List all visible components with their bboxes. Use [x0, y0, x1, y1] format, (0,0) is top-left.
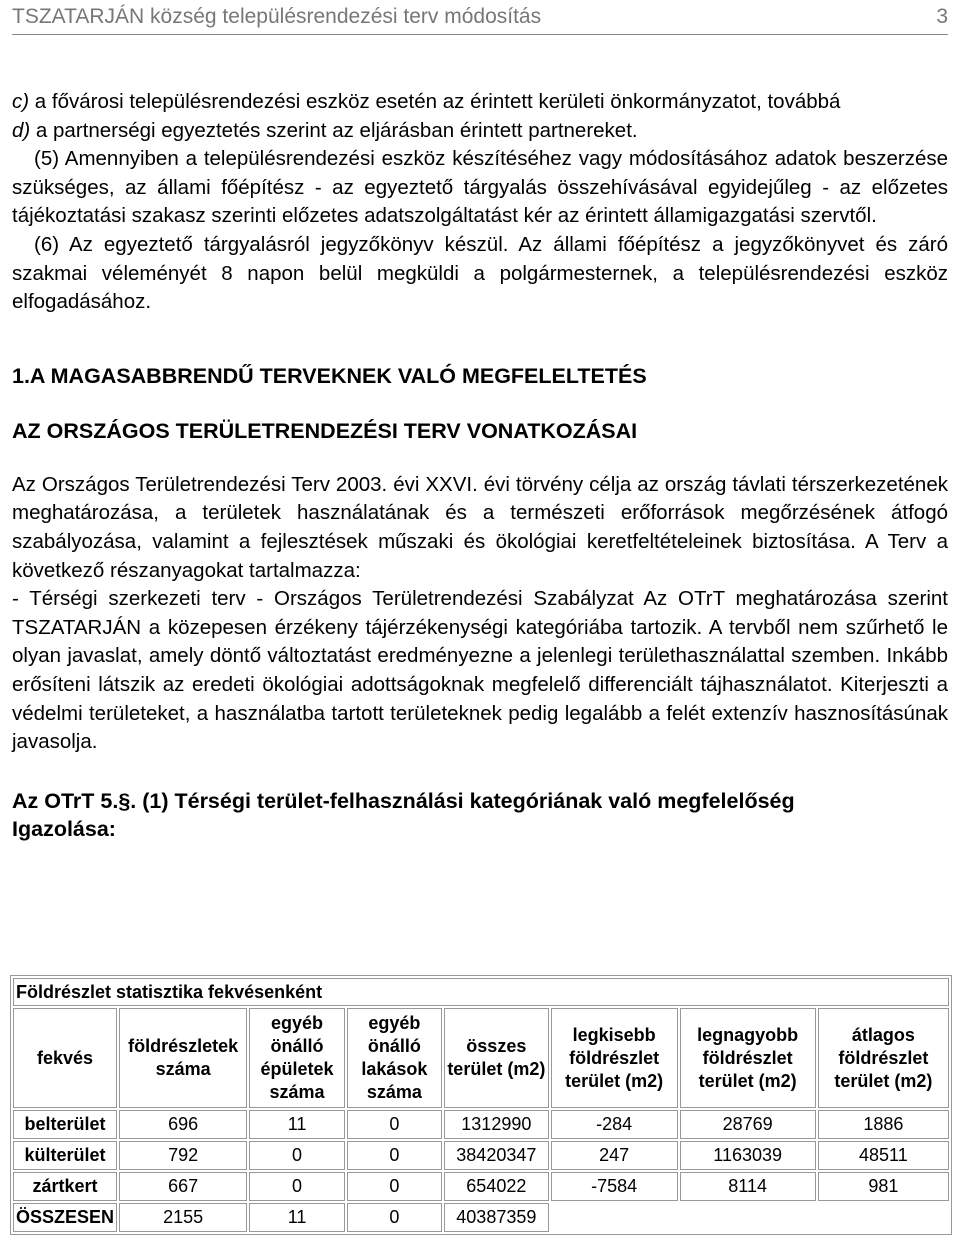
column-header: legnagyobb földrészlet terület (m2)	[680, 1008, 816, 1108]
item-label-c: c)	[12, 90, 30, 113]
parcel-statistics-table	[10, 975, 952, 1235]
table-cell: 667	[119, 1172, 247, 1201]
table-cell: zártkert	[13, 1172, 117, 1201]
table-cell: ÖSSZESEN	[13, 1203, 117, 1232]
igazolasa-heading: Igazolása:	[12, 816, 116, 841]
table-cell	[818, 1203, 949, 1232]
table-cell: 1312990	[444, 1110, 549, 1139]
table-cell: 0	[347, 1110, 442, 1139]
table-cell: 11	[249, 1110, 345, 1139]
table-cell: 696	[119, 1110, 247, 1139]
table-row	[13, 1141, 949, 1170]
section-heading-2: AZ ORSZÁGOS TERÜLETRENDEZÉSI TERV VONATKOZÁSAI	[12, 418, 638, 443]
table-cell	[551, 1203, 678, 1232]
item-text-d: a partnerségi egyeztetés szerint az eljárásban érintett partnereket.	[30, 118, 638, 142]
table-cell: 0	[347, 1172, 442, 1201]
paragraph-c	[12, 88, 948, 117]
table-caption: Földrészlet statisztika fekvésenként	[13, 978, 949, 1006]
column-header: fekvés	[13, 1008, 117, 1108]
page-number: 3	[936, 5, 948, 28]
page-header	[12, 0, 948, 35]
table-cell: 654022	[444, 1172, 549, 1201]
table-cell	[680, 1203, 816, 1232]
table-cell: 0	[347, 1203, 442, 1232]
item-text-c: a fővárosi településrendezési eszköz esetén az érintett kerületi önkormányzatot, továbbá	[29, 90, 841, 113]
column-header: legkisebb földrészlet terület (m2)	[551, 1008, 678, 1108]
table-cell: belterület	[13, 1110, 117, 1139]
table-cell: 0	[249, 1141, 345, 1170]
table-row	[13, 1172, 949, 1201]
column-header: átlagos földrészlet terület (m2)	[818, 1008, 949, 1108]
section-heading-1: 1.A MAGASABBRENDŰ TERVEKNEK VALÓ MEGFELELTETÉS	[12, 363, 647, 388]
table-row	[13, 1110, 949, 1139]
column-header: földrészletek száma	[119, 1008, 247, 1108]
paragraph-d	[12, 117, 948, 146]
table-cell: 28769	[680, 1110, 816, 1139]
table-cell: 1886	[818, 1110, 949, 1139]
otrt-5-heading: Az OTrT 5.§. (1) Térségi terület-felhasználási kategóriának való megfelelőség	[12, 788, 795, 813]
table-cell: 2155	[119, 1203, 247, 1232]
table-cell: 247	[551, 1141, 678, 1170]
table-cell: külterület	[13, 1141, 117, 1170]
column-header: összes terület (m2)	[444, 1008, 549, 1108]
document-body	[12, 88, 948, 843]
table-cell: 40387359	[444, 1203, 549, 1232]
table-cell: 981	[818, 1172, 949, 1201]
column-header: egyéb önálló lakások száma	[347, 1008, 442, 1108]
table-header-row	[13, 1008, 949, 1108]
table-cell: -284	[551, 1110, 678, 1139]
table-cell: 0	[347, 1141, 442, 1170]
otrt-intro-paragraph: Az Országos Területrendezési Terv 2003. évi XXVI. évi törvény célja az ország távlati térszerkezetének meghatározása, a területek használatának és a természeti erőforrások megőrzésének átfogó szabályozása, valamint a fejlesztések műszaki és ökológiai keretfeltételeinek biztosítása. A Terv a következő részanyagokat tartalmazza:	[12, 472, 948, 582]
table-cell: -7584	[551, 1172, 678, 1201]
table-cell: 792	[119, 1141, 247, 1170]
item-label-d: d)	[12, 118, 31, 142]
otrt-structure-paragraph: - Térségi szerkezeti terv - Országos Területrendezési Szabályzat Az OTrT meghatározása szerint TSZATARJÁN a közepesen érzékeny tájérzékenységi kategóriába tartozik. A tervből nem szűrhető le olyan javaslat, amely döntő változtatást eredményezne a jelenlegi területhasználattal szemben. Inkább erősíteni látszik az eredeti ökológiai adottságoknak megfelelő differenciált tájhasználatot. Kiterjeszti a védelmi területeket, a használatba tartott területeknek pedig legalább a felét extenzív hasznosításúnak javasolja.	[12, 587, 948, 754]
document-title: TSZATARJÁN község településrendezési terv módosítás	[12, 5, 542, 28]
table-cell: 0	[249, 1172, 345, 1201]
table-cell: 1163039	[680, 1141, 816, 1170]
column-header: egyéb önálló épületek száma	[249, 1008, 345, 1108]
table-cell: 8114	[680, 1172, 816, 1201]
paragraph-5: (5) Amennyiben a településrendezési eszköz készítéséhez vagy módosításához adatok beszerzése szükséges, az állami főépítész - az egyeztető tárgyalás összehívásával egyidejűleg - az előzetes tájékoztatási szakasz szerinti előzetes adatszolgáltatást kér az érintett államigazgatási szervtől.	[12, 147, 948, 228]
table-cell: 38420347	[444, 1141, 549, 1170]
table-cell: 48511	[818, 1141, 949, 1170]
paragraph-6: (6) Az egyeztető tárgyalásról jegyzőkönyv készül. Az állami főépítész a jegyzőkönyvet és záró szakmai véleményét 8 napon belül megküldi a polgármesternek, a településrendezési eszköz elfogadásához.	[12, 232, 948, 314]
table-cell: 11	[249, 1203, 345, 1232]
table-row-total	[13, 1203, 949, 1232]
